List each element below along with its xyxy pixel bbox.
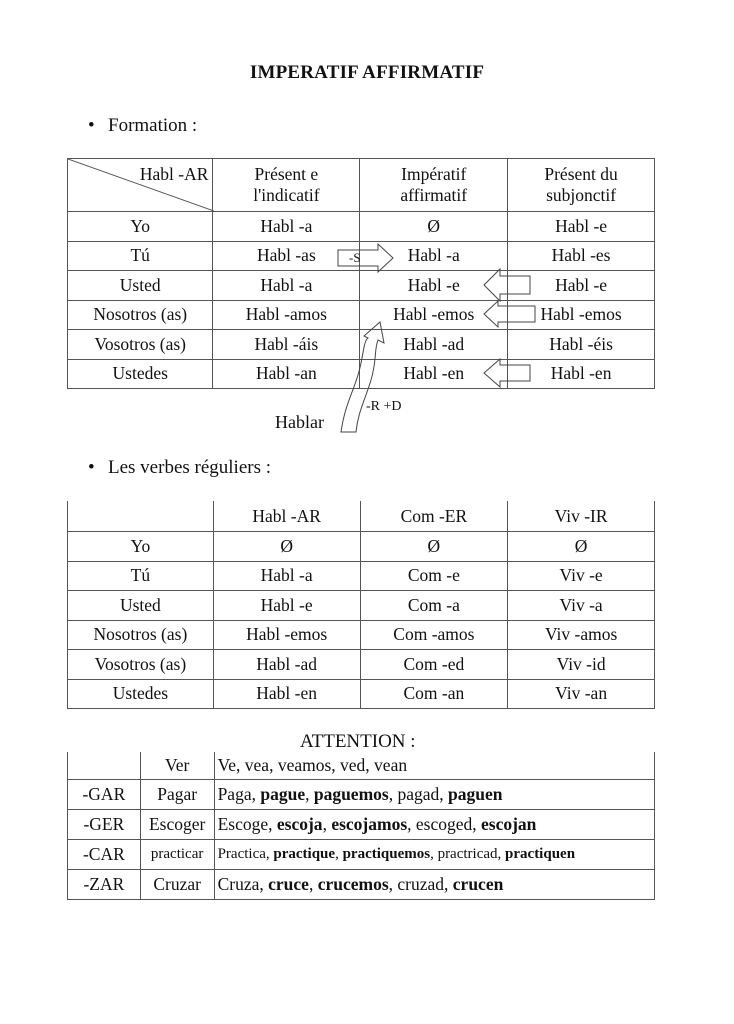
regular-verbs-table <box>67 501 655 709</box>
pronoun-cell: Nosotros (as) <box>68 620 214 650</box>
bold-form: practique <box>273 846 336 862</box>
form-cell: Habl -as <box>213 241 360 271</box>
form-cell: Habl -ad <box>213 650 360 680</box>
table-row <box>68 212 655 242</box>
verb-cell: Ver <box>140 752 214 780</box>
form-text: , practricad, <box>430 846 506 862</box>
form-text: Practica, <box>217 846 274 862</box>
form-cell: Habl -a <box>213 561 360 591</box>
table-row <box>68 870 655 900</box>
form-cell: Habl -a <box>213 271 360 301</box>
form-cell: Habl -a <box>213 212 360 242</box>
column-header: Habl -AR <box>213 501 360 532</box>
form-cell: Habl -en <box>360 359 508 389</box>
pronoun-cell: Yo <box>68 212 213 242</box>
table-row <box>68 840 655 870</box>
conjugation-cell <box>214 840 654 870</box>
pronoun-cell: Ustedes <box>68 679 214 709</box>
conjugation-cell <box>214 752 654 780</box>
bold-form: crucemos <box>317 874 389 894</box>
form-cell: Habl -en <box>213 679 360 709</box>
ending-cell: -GAR <box>68 780 141 810</box>
form-cell: Habl -e <box>360 271 508 301</box>
minus-s-label: -S <box>349 250 361 265</box>
pronoun-cell: Usted <box>68 271 213 301</box>
verb-cell: Escoger <box>140 810 214 840</box>
verb-cell: Cruzar <box>140 870 214 900</box>
form-cell: Habl -e <box>508 271 655 301</box>
form-text: Paga, <box>217 784 261 804</box>
form-cell: Habl -emos <box>360 300 508 330</box>
table-row <box>68 532 655 562</box>
table-row <box>68 591 655 621</box>
form-cell: Com -an <box>360 679 508 709</box>
conjugation-cell <box>214 870 654 900</box>
conjugation-cell <box>214 810 654 840</box>
form-cell: Viv -e <box>508 561 655 591</box>
page-title: IMPERATIF AFFIRMATIF <box>249 62 485 83</box>
table-row <box>68 752 655 780</box>
table-row <box>68 679 655 709</box>
pronoun-cell: Tú <box>68 561 214 591</box>
column-header: Com -ER <box>360 501 508 532</box>
table-row <box>68 330 655 360</box>
form-text: Escoge, <box>217 814 277 834</box>
header-imperatif: Impératif affirmatif <box>360 159 508 212</box>
conjugation-cell <box>214 780 654 810</box>
pronoun-cell: Nosotros (as) <box>68 300 213 330</box>
form-cell: Viv -id <box>508 650 655 680</box>
form-cell: Habl -emos <box>213 620 360 650</box>
corner-cell <box>68 159 213 212</box>
form-cell: Viv -a <box>508 591 655 621</box>
section-formation-label: Formation : <box>108 115 198 136</box>
form-cell: Com -a <box>360 591 508 621</box>
hablar-label: Hablar <box>275 412 324 432</box>
form-text: , <box>308 874 318 894</box>
header-subjonctif: Présent du subjonctif <box>508 159 655 212</box>
pronoun-cell: Yo <box>68 532 214 562</box>
table-row <box>68 810 655 840</box>
bold-form: paguen <box>448 784 503 804</box>
form-cell: Com -ed <box>360 650 508 680</box>
bold-form: escojamos <box>331 814 408 834</box>
bold-form: practiquen <box>505 846 576 862</box>
form-text: , cruzad, <box>388 874 453 894</box>
bold-form: escoja <box>276 814 323 834</box>
form-cell: Habl -an <box>213 359 360 389</box>
table-row <box>68 359 655 389</box>
formation-table <box>67 158 655 389</box>
header-row <box>68 501 655 532</box>
table-row <box>68 561 655 591</box>
attention-label: ATTENTION : <box>300 731 416 752</box>
column-header: Viv -IR <box>508 501 655 532</box>
section-regular-label: Les verbes réguliers : <box>108 457 272 478</box>
form-text: , escoged, <box>407 814 481 834</box>
bold-form: crucen <box>452 874 504 894</box>
form-text: , <box>335 846 343 862</box>
form-cell: Habl -amos <box>213 300 360 330</box>
table-row <box>68 271 655 301</box>
pronoun-cell: Usted <box>68 591 214 621</box>
form-cell: Ø <box>360 532 508 562</box>
form-cell: Habl -a <box>360 241 508 271</box>
pronoun-cell: Ustedes <box>68 359 213 389</box>
ending-cell: -GER <box>68 810 141 840</box>
table-row <box>68 650 655 680</box>
pronoun-cell: Tú <box>68 241 213 271</box>
verb-cell: practicar <box>140 840 214 870</box>
section-regular <box>88 457 271 479</box>
form-cell: Habl -e <box>213 591 360 621</box>
form-cell: Ø <box>360 212 508 242</box>
form-cell: Habl -es <box>508 241 655 271</box>
column-header <box>68 501 214 532</box>
form-cell: Com -amos <box>360 620 508 650</box>
form-cell: Habl -en <box>508 359 655 389</box>
form-text: Cruza, <box>217 874 269 894</box>
ending-cell <box>68 752 141 780</box>
form-cell: Com -e <box>360 561 508 591</box>
table-row <box>68 780 655 810</box>
bold-form: pague <box>260 784 306 804</box>
form-cell: Habl -emos <box>508 300 655 330</box>
form-text: , <box>322 814 332 834</box>
form-text: Ve, vea, veamos, ved, vean <box>217 755 408 775</box>
form-cell: Habl -ad <box>360 330 508 360</box>
form-text: , <box>305 784 314 804</box>
bold-form: paguemos <box>313 784 389 804</box>
section-formation <box>88 115 197 137</box>
form-cell: Viv -amos <box>508 620 655 650</box>
table-row <box>68 620 655 650</box>
bullet-icon: • <box>88 115 95 136</box>
form-cell: Viv -an <box>508 679 655 709</box>
pronoun-cell: Vosotros (as) <box>68 650 214 680</box>
form-cell: Habl -e <box>508 212 655 242</box>
form-cell: Ø <box>508 532 655 562</box>
ending-cell: -CAR <box>68 840 141 870</box>
header-indicatif: Présent e l'indicatif <box>213 159 360 212</box>
bold-form: escojan <box>481 814 537 834</box>
corner-label: Habl -AR <box>139 164 209 184</box>
ending-cell: -ZAR <box>68 870 141 900</box>
irregular-verbs-table <box>67 752 655 900</box>
form-cell: Habl -áis <box>213 330 360 360</box>
verb-cell: Pagar <box>140 780 214 810</box>
bold-form: cruce <box>268 874 309 894</box>
r-d-label: -R +D <box>366 399 402 414</box>
pronoun-cell: Vosotros (as) <box>68 330 213 360</box>
form-cell: Habl -éis <box>508 330 655 360</box>
form-cell: Ø <box>213 532 360 562</box>
form-text: , pagad, <box>388 784 449 804</box>
bold-form: practiquemos <box>342 846 431 862</box>
bullet-icon: • <box>88 457 95 478</box>
table-row <box>68 241 655 271</box>
table-row <box>68 300 655 330</box>
